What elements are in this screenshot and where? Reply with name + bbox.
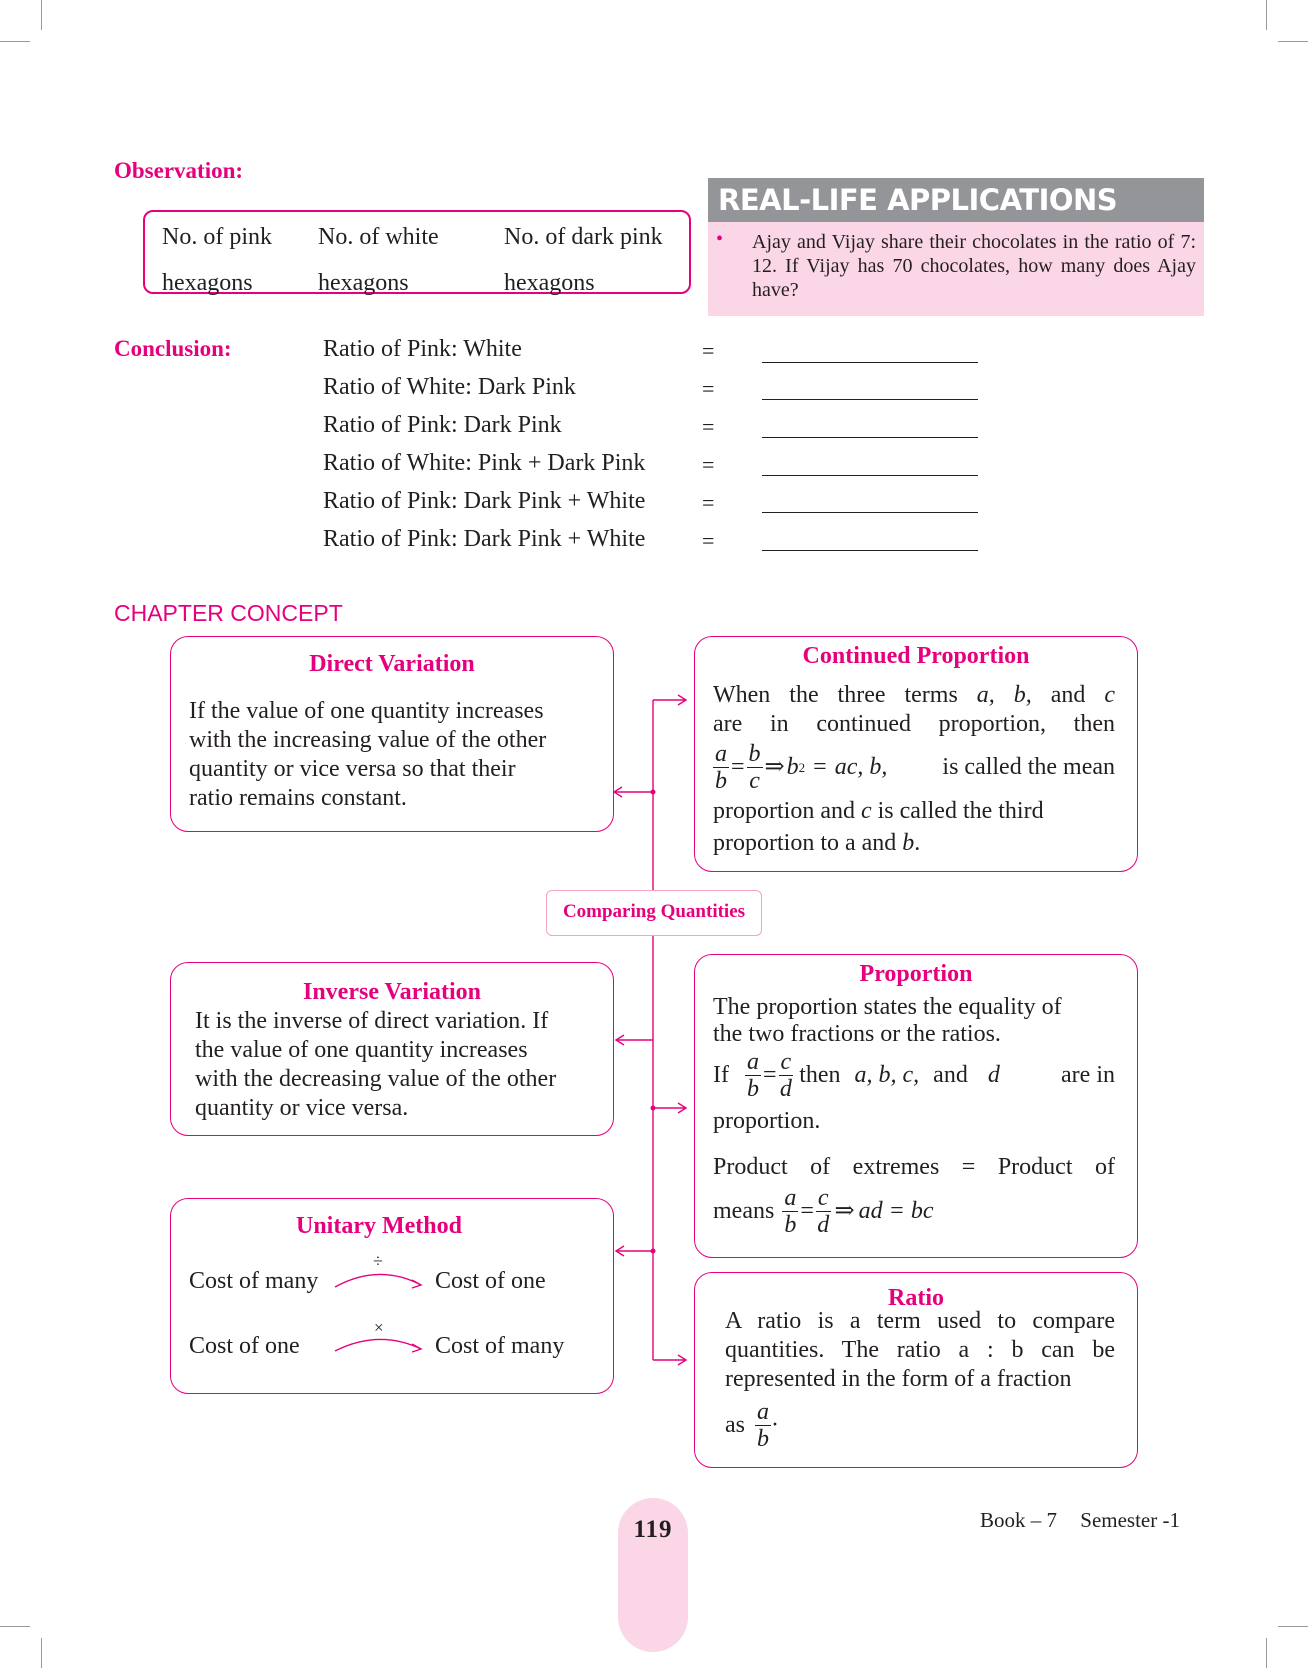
fraction (755, 1399, 771, 1452)
footer-book: Book – 7 (980, 1508, 1058, 1532)
text-line (713, 797, 1044, 826)
page-number: 119 (633, 1516, 673, 1543)
curved-arrow-icon (333, 1329, 429, 1359)
text-line: It is the inverse of direct variation. If (195, 1008, 549, 1034)
equals-sign: = (702, 452, 715, 477)
text-line: the two fractions or the ratios. (713, 1021, 1001, 1047)
text-line: quantity or vice versa. (195, 1095, 409, 1121)
text-span: and (933, 1062, 968, 1088)
box-title: Proportion (859, 961, 973, 987)
curved-arrow-icon (333, 1263, 429, 1293)
observation-cell: No. of pink (162, 224, 272, 250)
direct-variation-box (170, 636, 614, 832)
text-span: are in (1061, 1062, 1115, 1088)
text-span: c (1104, 682, 1115, 708)
denominator: b (746, 1076, 759, 1102)
fraction (713, 741, 729, 794)
numerator: a (784, 1185, 797, 1211)
denominator: c (749, 768, 760, 794)
fraction (747, 741, 763, 794)
equals-sign: = (702, 490, 715, 515)
equals-sign: = (813, 754, 827, 780)
text-span: d (987, 1062, 1000, 1088)
chapter-concept-heading: CHAPTER CONCEPT (114, 600, 343, 626)
text-span: is called the third (877, 798, 1044, 824)
fraction (779, 1049, 794, 1102)
implies-icon: ⇒ (764, 754, 785, 780)
math-line (713, 1049, 1115, 1102)
text-span: a, b, (976, 682, 1032, 708)
real-life-heading: REAL-LIFE APPLICATIONS (708, 178, 1204, 222)
box-title: Unitary Method (296, 1213, 462, 1239)
text-span: . (914, 830, 921, 856)
denominator: b (757, 1426, 769, 1452)
observation-cell: hexagons (318, 270, 409, 296)
text-span: and (1050, 682, 1086, 708)
unitary-from: Cost of many (189, 1268, 319, 1294)
bullet-icon: • (716, 228, 724, 250)
text-span: means (713, 1198, 775, 1224)
text-line: represented in the form of a fraction (725, 1366, 1072, 1392)
inverse-variation-box (170, 962, 614, 1136)
text-span: as (725, 1412, 745, 1438)
numerator: c (780, 1049, 792, 1075)
box-text (189, 697, 546, 813)
numerator: a (746, 1049, 759, 1075)
ratio-box (694, 1272, 1138, 1468)
observation-cell: No. of dark pink (504, 224, 663, 250)
real-life-text: Ajay and Vijay share their chocolates in the ratio of 7: 12. If Vijay has 70 chocolates, how many does Ajay have? (752, 231, 1196, 301)
denominator: d (817, 1212, 830, 1238)
text-line: The proportion states the equality of (713, 994, 1062, 1020)
numerator: a (715, 741, 727, 767)
text-span: a, b, c, (854, 1062, 920, 1088)
conclusion-row: Ratio of Pink: Dark Pink (323, 412, 562, 438)
math-line (725, 1399, 779, 1452)
conclusion-row: Ratio of White: Pink + Dark Pink (323, 450, 646, 476)
conclusion-row: Ratio of Pink: White (323, 336, 522, 362)
math-line (713, 741, 1115, 794)
text-line: proportion. (713, 1108, 821, 1134)
footer-semester: Semester -1 (1080, 1508, 1180, 1532)
multiply-icon: × (374, 1318, 384, 1337)
equals-sign: = (702, 414, 715, 439)
center-node-comparing-quantities: Comparing Quantities (546, 890, 762, 936)
text-span: is called the mean (942, 754, 1115, 780)
text-span: proportion and (713, 798, 855, 824)
superscript: 2 (798, 760, 806, 775)
text-span: then (799, 1062, 841, 1088)
equals-sign: = (702, 376, 715, 401)
observation-cell: No. of white (318, 224, 439, 250)
divide-icon: ÷ (373, 1251, 383, 1271)
denominator: d (779, 1076, 792, 1102)
text-line: are in continued proportion, then (713, 711, 1115, 737)
observation-cell: hexagons (504, 270, 595, 296)
unitary-from: Cost of one (189, 1333, 300, 1359)
text-line: A ratio is a term used to compare (725, 1308, 1115, 1334)
observation-cell: hexagons (162, 270, 253, 296)
implies-icon: ⇒ (834, 1198, 855, 1224)
unitary-method-box (170, 1198, 614, 1394)
box-title: Direct Variation (309, 651, 475, 677)
text-span: When the three terms (713, 682, 958, 708)
box-text (195, 1007, 556, 1123)
conclusion-label: Conclusion: (114, 336, 232, 361)
text-line: ratio remains constant. (189, 785, 407, 811)
denominator: b (784, 1212, 797, 1238)
text-line: Product of extremes = Product of (713, 1154, 1115, 1180)
fraction (745, 1049, 761, 1102)
math-line (713, 1185, 933, 1238)
text-line: quantities. The ratio a : b can be (725, 1337, 1115, 1363)
denominator: b (715, 768, 727, 794)
box-title: Continued Proportion (802, 643, 1030, 669)
text-span: proportion to a and (713, 830, 897, 856)
text-span: If (713, 1062, 729, 1088)
text-line: with the decreasing value of the other (195, 1066, 557, 1092)
text-span: · (771, 1412, 779, 1438)
text-line (713, 681, 1115, 710)
text-line: quantity or vice versa so that their (189, 756, 516, 782)
text-line: the value of one quantity increases (195, 1037, 528, 1063)
equals-sign: = (731, 754, 745, 780)
text-span: c (860, 798, 872, 824)
numerator: b (748, 741, 761, 767)
unitary-to: Cost of one (435, 1268, 546, 1294)
box-title: Inverse Variation (302, 979, 481, 1005)
conclusion-row: Ratio of White: Dark Pink (323, 374, 576, 400)
proportion-box (694, 954, 1138, 1258)
conclusion-row: Ratio of Pink: Dark Pink + White (323, 488, 646, 514)
numerator: c (817, 1185, 829, 1211)
equals-sign: = (762, 1062, 777, 1088)
conclusion-row: Ratio of Pink: Dark Pink + White (323, 526, 646, 552)
equals-sign: = (702, 338, 715, 363)
text-span: b (902, 830, 915, 856)
text-span: ad = bc (858, 1198, 934, 1224)
text-line: If the value of one quantity increases (189, 698, 544, 724)
text-line: with the increasing value of the other (189, 727, 547, 753)
numerator: a (757, 1399, 769, 1425)
text-line (713, 829, 920, 858)
fraction (816, 1185, 831, 1238)
continued-proportion-box (694, 636, 1138, 872)
box-title: Ratio (888, 1285, 944, 1311)
equals-sign: = (702, 528, 715, 553)
text-span: b (786, 754, 799, 780)
footer (980, 1508, 1180, 1533)
observation-label: Observation: (114, 158, 244, 183)
text-span: ac, b, (834, 754, 888, 780)
equals-sign: = (800, 1198, 814, 1224)
unitary-to: Cost of many (435, 1333, 565, 1359)
fraction (782, 1185, 798, 1238)
